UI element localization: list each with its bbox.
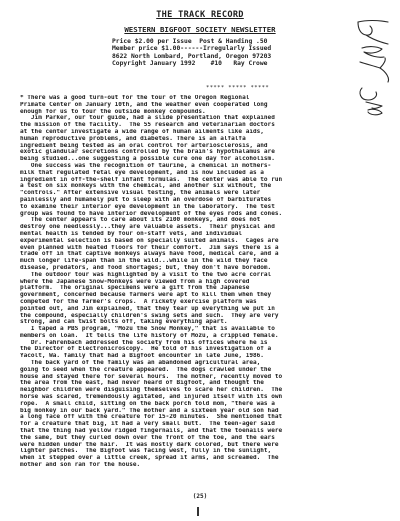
price-line: Price $2.00 per Issue Post & Handing .50 (112, 38, 268, 45)
body-line: mental health is tended by four on-staff vets, and individual (20, 230, 243, 237)
body-line: the compound, especially children's swing sets and such. They are very (20, 312, 279, 319)
body-line: Yacolt, Wa. family that had a Bigfoot encounter in late June, 1986. (20, 353, 264, 360)
body-line: ingredient in off-the-shelf infant formulas. The center was able to run (20, 176, 283, 183)
body-line: group was found to have interior development of the eyes rods and cones. (20, 210, 283, 217)
page-number: (25) (192, 493, 208, 500)
body-line: "controls." After extensive visual testing, the animals were later (20, 190, 261, 197)
body-line: Jim Parker, our tour guide, had a slide presentation that explained (20, 115, 275, 122)
body-line: pointed out, and Jim explained, that they tear up everything we put in (20, 305, 275, 312)
body-line: going to seed when the creature appeared. The dogs crawled under the (20, 366, 272, 373)
body-line: even planned with heated floors for their comfort. Jim says there is a (20, 244, 279, 251)
body-line: big monkey in our back yard." The mother and a sixteen year old son had (20, 407, 279, 414)
bottom-mark (197, 507, 199, 516)
body-line: disease, predators, and food shortages; but, they don't have boredom. (20, 264, 272, 271)
body-line: One success was the recognition of taurine, a chemical in mothers- (20, 162, 272, 169)
body-line: for a creature that big, it had a very small butt. The teen-ager said (20, 421, 275, 428)
address-line: 8622 North Lombard, Portland, Oregon 97203 (112, 52, 272, 60)
newsletter-subtitle: WESTERN BIGFOOT SOCIETY NEWSLETTER (124, 25, 276, 34)
body-line: that the thing had yellow ridged fingernails, and that the toenails were (20, 428, 283, 435)
body-line: milk that regulated fetal eye development, and is now included as a (20, 169, 264, 176)
body-line: members on loan. It tells the life history of Mozu, a crippled female. (20, 332, 279, 339)
body-line: The back yard of the family was an abandoned agricultural area, (20, 360, 261, 367)
body-line: I taped a PBS program, "Mozu the Snow Monkey," that is available to (20, 326, 275, 333)
body-line: at the center investigate a wide range of human ailments like aids, (20, 128, 264, 135)
newsletter-title: THE TRACK RECORD (156, 10, 244, 20)
body-line: experimental selection is based on specially suited animals. Cages are (20, 237, 279, 244)
body-line: strong, and can twist bolts off, taking everything apart. (20, 319, 228, 326)
body-line: house and stayed there for several hours. The mother, recently moved to (20, 373, 283, 380)
body-line: horse was scared, tremendously agitated, and injured itself with its own (20, 394, 283, 401)
body-line: much longer life-span than in the wild...while in the wild they face (20, 258, 268, 265)
body-line: * There was a good turn-out for the tour of the Oregon Regional (20, 95, 250, 101)
member-price-line: Member price $1.00------Irregularly Issued (112, 45, 272, 53)
body-line: competed for the farmer's crops. A rickety exercise platform was (20, 298, 257, 305)
body-line: rope. A small child, sitting on the back porch told mom, "there was a (20, 400, 275, 407)
body-line: lighter patches. The Bigfoot was facing west, fully in the sunlight, (20, 448, 272, 455)
body-line: exotic glandular secretions controlled by the brain's hypothalamus are (20, 149, 275, 156)
article-body (20, 95, 380, 469)
body-line: enough for us to tour the outside monkey compounds. (20, 108, 206, 115)
body-line: The center appears to care about its 2100 monkeys, and does not (20, 217, 261, 224)
body-line: the Director of Electronicroscopy. He told of his investigation of a (20, 346, 272, 353)
body-line: a long face off with the creature for 15-20 minutes. She mentioned that (20, 414, 283, 421)
body-line: Primate Center on January 10th, and the weather even cooperated long (20, 101, 268, 108)
body-line: being studied...one suggesting a possible cure one day for alcoholism. (20, 156, 275, 163)
body-line: a test on six monkeys with the chemical, and another six without, the (20, 183, 272, 190)
body-line: destroy one needlessly...they are valuable assets. Their physical and (20, 224, 275, 231)
body-line: mother and son ran for the house. (20, 462, 141, 469)
copyright-line: Copyright January 1992 #10 Ray Crowe (112, 60, 268, 68)
body-line: government, concerned because farmers were apt to kill them when they (20, 292, 272, 299)
body-line: were hidden under the hair. It was mostly dark colored, but there were (20, 441, 279, 448)
body-line: platform. The original specimens were a gift from the Japanese (20, 285, 250, 292)
body-line: the mission of the facility. The 55 research and veterinarian doctors (20, 122, 275, 129)
body-line: the same, but they curled down over the front of the toe, and the ears (20, 434, 275, 441)
body-line: The outdoor tour was highlighted by a visit to the two acre corral (20, 271, 272, 278)
body-line: where the Japanese Snow-Monkeys were viewed from a high covered (20, 278, 250, 285)
body-line: Dr. Fahrenbach addressed the society from his offices where he is (20, 339, 268, 346)
body-line: painlessly and humanely put to sleep with an overdose of barbiturates (20, 196, 272, 203)
body-line: the area from the east, had never heard of Bigfoot, and thought the (20, 380, 264, 387)
publication-info (112, 38, 271, 68)
separator-stars: ***** ***** ***** (206, 85, 270, 91)
body-line: when it stepped over a little creek, spread it arms, and screamed. The (20, 455, 279, 462)
body-line: ingredient being tested as an oral control for arteriosclerosis, and (20, 142, 268, 149)
body-line: human reproductive problems, and diabetes. There is an alfalfa (20, 135, 246, 142)
body-line: neighbor children were disguising themselves to scare her children. The (20, 387, 283, 394)
body-line: to examine their interior eye development in the laboratory. The test (20, 203, 275, 210)
body-line: trade off in that captive monkeys always have food, medical care, and a (20, 251, 279, 258)
